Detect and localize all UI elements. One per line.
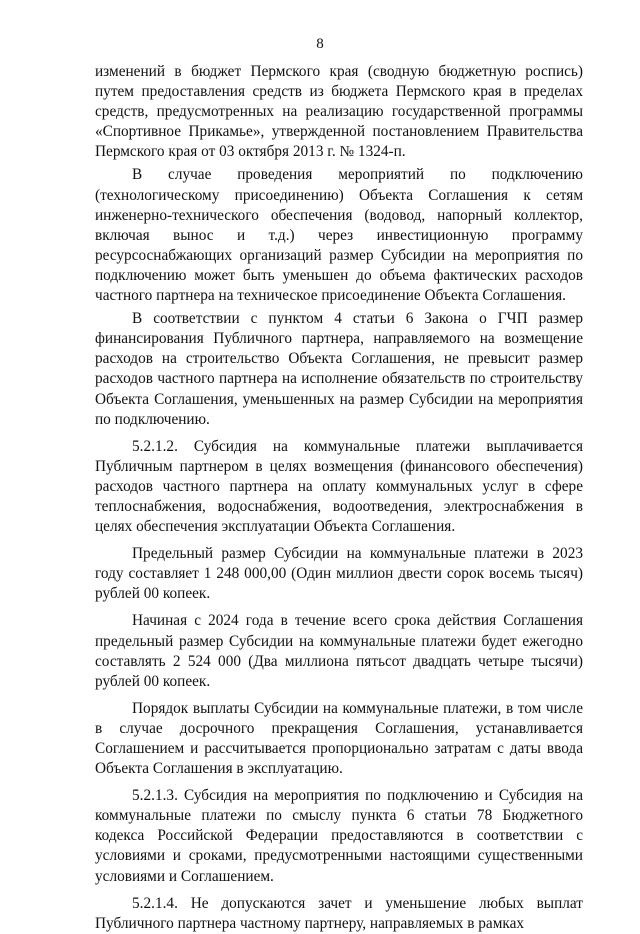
- paragraph-5-2-1-2-utility-subsidy: 5.2.1.2. Субсидия на коммунальные платежи выплачивается Публичным партнером в целях возмещения (финансового обеспечения) расходов частного партнера на оплату коммунальных услуг в сфере теплоснабжения, водоснабжения, водоотведения, электроснабжения в целях обеспечения эксплуатации Объекта Соглашения.: [95, 437, 583, 536]
- paragraph-connection-events: В случае проведения мероприятий по подключению (технологическому присоединению) Объекта Соглашения к сетям инженерно-технического обеспечения (водовод, напорный коллектор, включая вынос и т.д.) через инвестиционную программу ресурсоснабжающих организаций размер Субсидии на мероприятия по подключению может быть уменьшен до объема фактических расходов частного партнера на техническое присоединение Объекта Соглашения.: [95, 166, 583, 305]
- paragraph-payment-procedure: Порядок выплаты Субсидии на коммунальные платежи, в том числе в случае досрочного прекращения Соглашения, устанавливается Соглашением и рассчитывается пропорционально затратам с даты ввода Объекта Соглашения в эксплуатацию.: [95, 699, 583, 778]
- page-number: 8: [316, 36, 324, 52]
- paragraph-gchp-law-financing: В соответствии с пунктом 4 статьи 6 Закона о ГЧП размер финансирования Публичного партнера, направляемого на возмещение расходов на строительство Объекта Соглашения, не превысит размер расходов частного партнера на исполнение обязательств по строительству Объекта Соглашения, уменьшенных на размер Субсидии на мероприятия по подключению.: [95, 310, 583, 428]
- paragraph-budget-changes: изменений в бюджет Пермского края (сводную бюджетную роспись) путем предоставления средств из бюджета Пермского края в пределах средств, предусмотренных на реализацию государственной программы «Спортивное Прикамье», утвержденной постановлением Правительства Пермского края от 03 октября 2013 г. № 1324-п.: [95, 63, 583, 161]
- document-body: [95, 62, 583, 934]
- paragraph-5-2-1-4-no-offset: 5.2.1.4. Не допускаются зачет и уменьшение любых выплат Публичного партнера частному партнеру, направляемых в рамках: [95, 894, 583, 932]
- paragraph-subsidy-limit-2023: Предельный размер Субсидии на коммунальные платежи в 2023 году составляет 1 248 000,00 (Один миллион двести сорок восемь тысяч) рублей 00 копеек.: [95, 545, 583, 603]
- paragraph-subsidy-limit-from-2024: Начиная с 2024 года в течение всего срока действия Соглашения предельный размер Субсидии на коммунальные платежи будет ежегодно составлять 2 524 000 (Два миллиона пятьсот двадцать четыре тысячи) рублей 00 копеек.: [95, 612, 583, 690]
- paragraph-5-2-1-3-budget-code: 5.2.1.3. Субсидия на мероприятия по подключению и Субсидия на коммунальные платежи по смыслу пункта 6 статьи 78 Бюджетного кодекса Российской Федерации предоставляются в соответствии с условиями и сроками, предусмотренными настоящими существенными условиями и Соглашением.: [95, 787, 583, 885]
